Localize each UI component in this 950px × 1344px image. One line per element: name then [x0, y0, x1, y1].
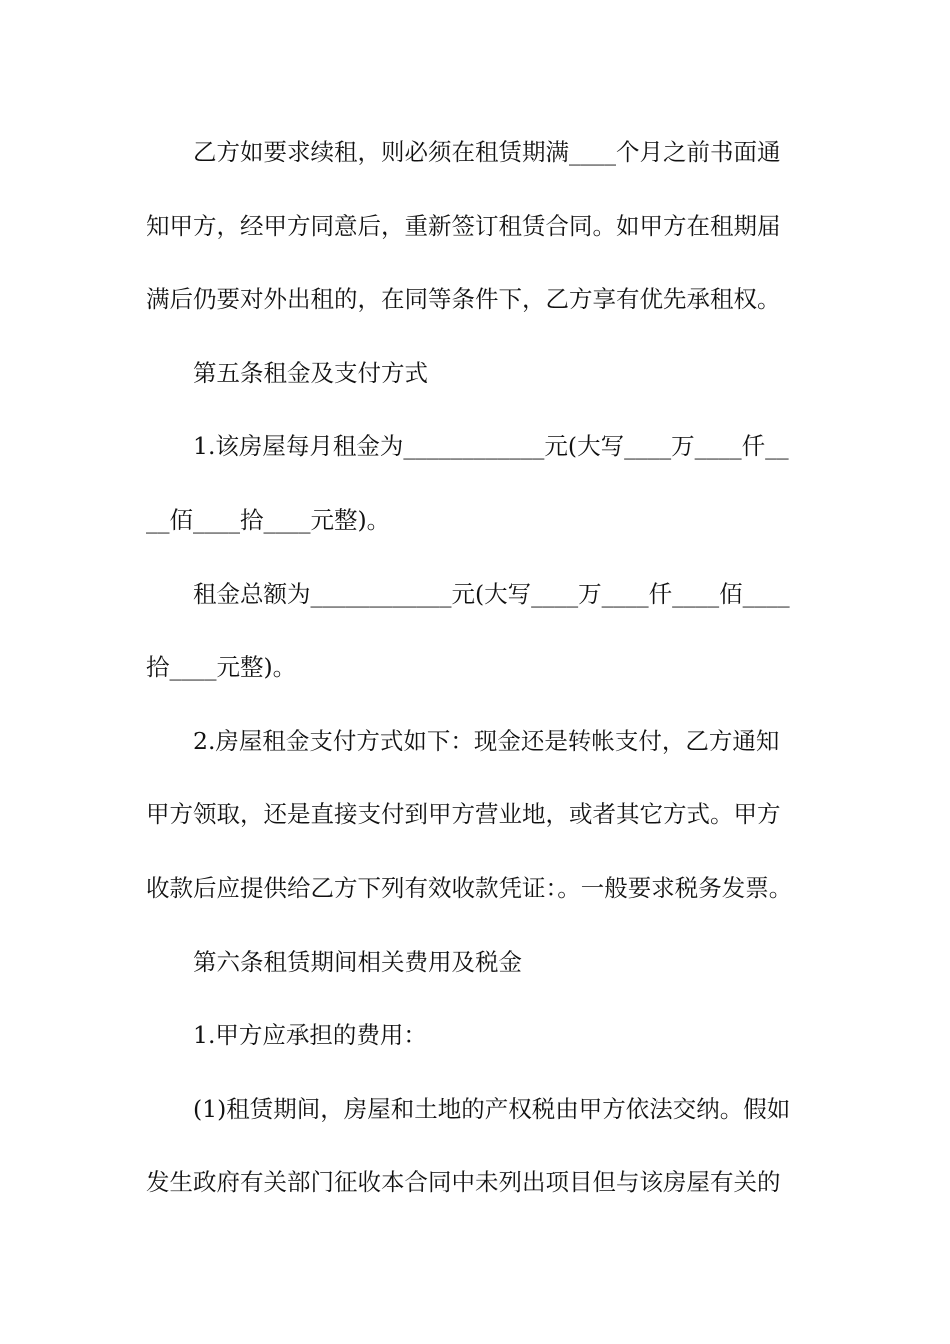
paragraph-line: 1.该房屋每月租金为____________元(大写____万____仟__: [193, 432, 789, 461]
paragraph-line: 收款后应提供给乙方下列有效收款凭证：。一般要求税务发票。: [146, 873, 793, 902]
document-body: [146, 130, 806, 1234]
section-heading: 第六条租赁期间相关费用及税金: [193, 947, 522, 976]
paragraph-line: 发生政府有关部门征收本合同中未列出项目但与该房屋有关的: [146, 1168, 781, 1197]
paragraph-line: 拾____元整)。: [146, 653, 297, 682]
paragraph-line: 租金总额为____________元(大写____万____仟____佰____: [193, 579, 790, 608]
paragraph-line: 知甲方，经甲方同意后，重新签订租赁合同。如甲方在租期届: [146, 211, 781, 240]
paragraph-line: (1)租赁期间，房屋和土地的产权税由甲方依法交纳。假如: [193, 1094, 791, 1123]
paragraph-line: 2.房屋租金支付方式如下：现金还是转帐支付，乙方通知: [193, 726, 780, 755]
paragraph-line: 1.甲方应承担的费用：: [193, 1021, 427, 1050]
paragraph-line: __佰____拾____元整)。: [146, 505, 391, 534]
paragraph-line: 乙方如要求续租，则必须在租赁期满____个月之前书面通: [193, 138, 781, 166]
section-heading: 第五条租金及支付方式: [193, 358, 428, 387]
paragraph-line: 满后仍要对外出租的，在同等条件下，乙方享有优先承租权。: [146, 285, 781, 314]
paragraph-line: 甲方领取，还是直接支付到甲方营业地，或者其它方式。甲方: [146, 800, 781, 829]
